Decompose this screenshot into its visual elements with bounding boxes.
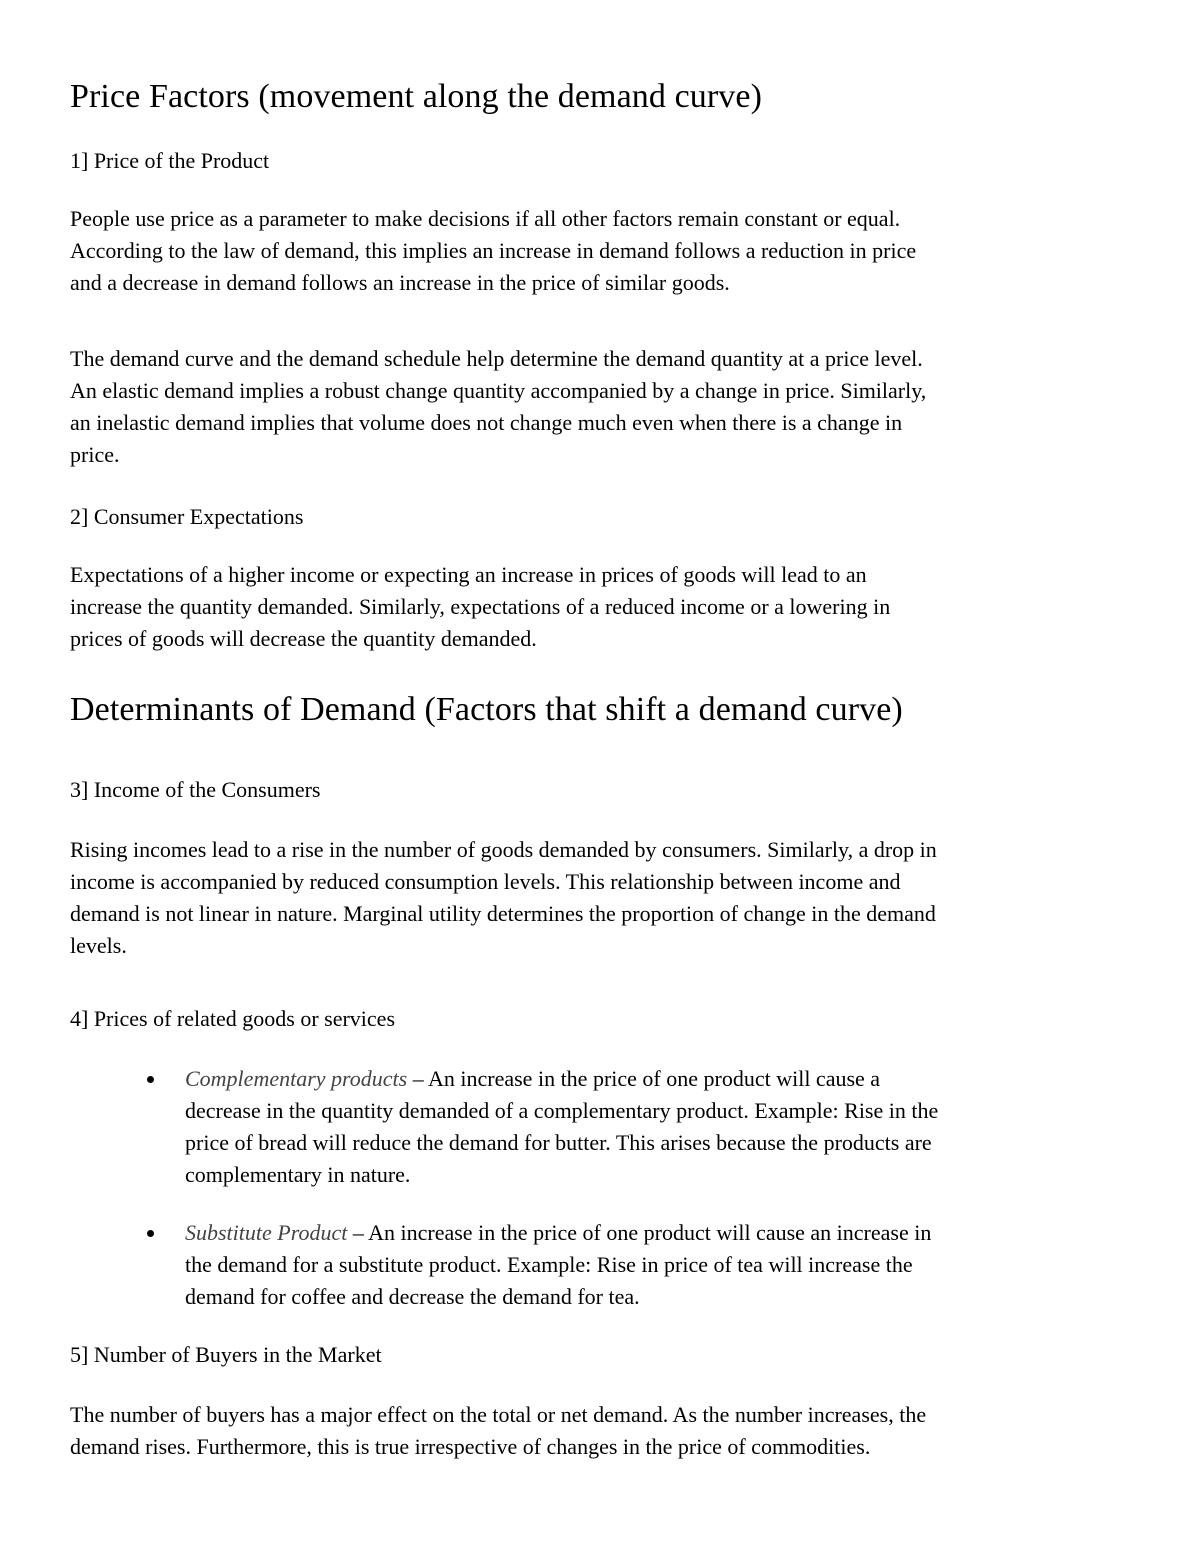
bullet-line: price of bread will reduce the demand for butter. This arises because the products are bbox=[185, 1130, 932, 1155]
text-line: People use price as a parameter to make decisions if all other factors remain constant or equal. bbox=[70, 206, 901, 231]
text-line: According to the law of demand, this implies an increase in demand follows a reduction in price bbox=[70, 238, 917, 263]
text-line: The number of buyers has a major effect on the total or net demand. As the number increases, the bbox=[70, 1402, 927, 1427]
text-line: an inelastic demand implies that volume does not change much even when there is a change in bbox=[70, 410, 903, 435]
bullet-line: – An increase in the price of one product will cause a bbox=[407, 1066, 881, 1091]
text-line: The demand curve and the demand schedule help determine the demand quantity at a price level. bbox=[70, 346, 923, 371]
subheading-income-of-consumers: 3] Income of the Consumers bbox=[70, 777, 321, 802]
text-line: Rising incomes lead to a rise in the number of goods demanded by consumers. Similarly, a drop in bbox=[70, 837, 937, 862]
bullet-line: demand for coffee and decrease the demand for tea. bbox=[185, 1284, 640, 1309]
paragraph-number-of-buyers bbox=[70, 1399, 1140, 1463]
text-line: price. bbox=[70, 442, 120, 467]
text-line: increase the quantity demanded. Similarly, expectations of a reduced income or a lowering in bbox=[70, 594, 891, 619]
bullet-icon bbox=[147, 1076, 154, 1083]
subheading-consumer-expectations: 2] Consumer Expectations bbox=[70, 504, 304, 529]
section-heading-price-factors: Price Factors (movement along the demand curve) bbox=[70, 78, 763, 115]
bullet-term: Substitute Product bbox=[185, 1220, 348, 1245]
bullet-line: – An increase in the price of one product will cause an increase in bbox=[347, 1220, 932, 1245]
bullet-icon bbox=[147, 1230, 154, 1237]
subheading-price-of-product: 1] Price of the Product bbox=[70, 148, 270, 173]
bullet-term: Complementary products bbox=[185, 1066, 408, 1091]
section-heading-determinants: Determinants of Demand (Factors that shift a demand curve) bbox=[70, 691, 903, 728]
paragraph-price-decisions bbox=[70, 203, 1140, 299]
text-line: prices of goods will decrease the quantity demanded. bbox=[70, 626, 537, 651]
bullet-line: the demand for a substitute product. Example: Rise in price of tea will increase the bbox=[185, 1252, 913, 1277]
subheading-number-of-buyers: 5] Number of Buyers in the Market bbox=[70, 1342, 382, 1367]
paragraph-income bbox=[70, 834, 1140, 962]
text-line: An elastic demand implies a robust change quantity accompanied by a change in price. Similarly, bbox=[70, 378, 927, 403]
bullet-line: complementary in nature. bbox=[185, 1162, 411, 1187]
bullet-text bbox=[185, 1217, 1145, 1313]
paragraph-consumer-expectations bbox=[70, 559, 1140, 655]
bullet-text bbox=[185, 1063, 1145, 1191]
text-line: income is accompanied by reduced consumption levels. This relationship between income and bbox=[70, 869, 901, 894]
bullet-line: decrease in the quantity demanded of a complementary product. Example: Rise in the bbox=[185, 1098, 939, 1123]
text-line: Expectations of a higher income or expecting an increase in prices of goods will lead to an bbox=[70, 562, 867, 587]
text-line: levels. bbox=[70, 933, 127, 958]
text-line: demand is not linear in nature. Marginal utility determines the proportion of change in the demand bbox=[70, 901, 936, 926]
subheading-related-goods-prices: 4] Prices of related goods or services bbox=[70, 1006, 396, 1031]
text-line: demand rises. Furthermore, this is true irrespective of changes in the price of commodities. bbox=[70, 1434, 871, 1459]
text-line: and a decrease in demand follows an increase in the price of similar goods. bbox=[70, 270, 730, 295]
paragraph-demand-curve-elasticity bbox=[70, 343, 1140, 471]
